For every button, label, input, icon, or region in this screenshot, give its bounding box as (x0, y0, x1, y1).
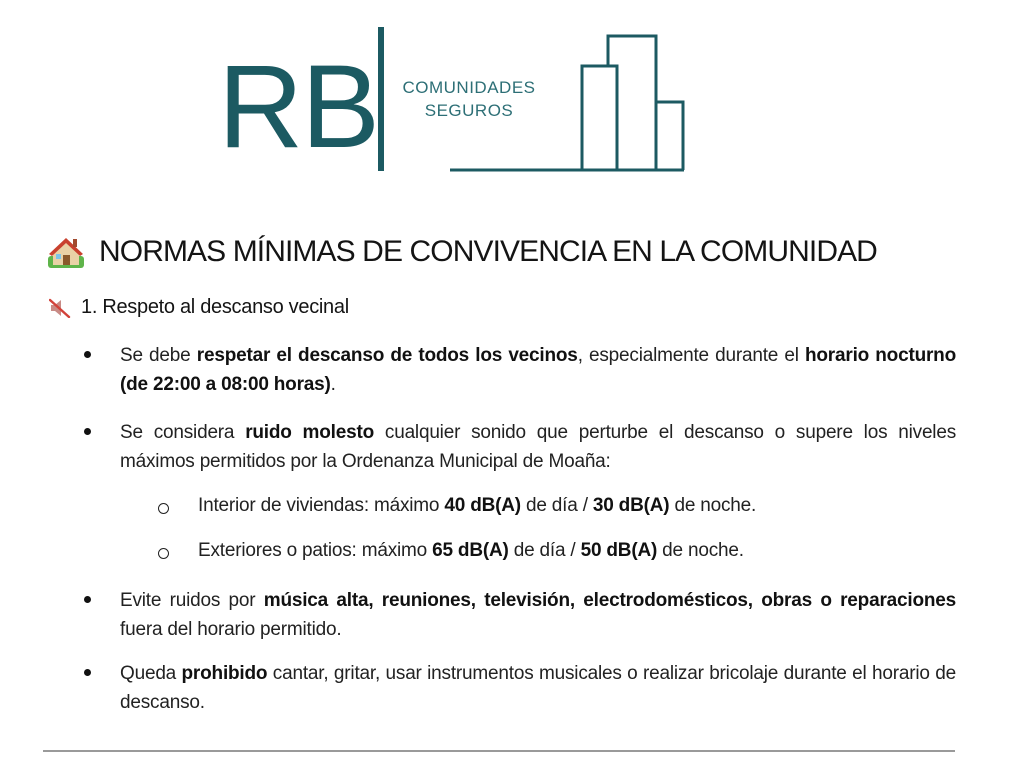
page-title: NORMAS MÍNIMAS DE CONVIVENCIA EN LA COMUNIDAD (99, 235, 877, 268)
logo-subtitle-line2: SEGUROS (424, 101, 514, 120)
buildings-graphic (0, 0, 1024, 200)
bold-text: 40 dB(A) (444, 495, 521, 516)
logo-letters: RB (218, 41, 378, 173)
bold-text: 65 dB(A) (432, 540, 509, 561)
bullet-marker (84, 428, 94, 438)
list-item: Se considera ruido molesto cualquier sonido que perturbe el descanso o supere los niveles máximos permitidos por la Ordenanza Municipal de Moaña: (120, 422, 956, 472)
sub-list-item: Exteriores o patios: máximo 65 dB(A) de día / 50 dB(A) de noche. (198, 540, 744, 561)
bold-text: prohibido (181, 663, 268, 684)
sub-bullet-marker (158, 548, 169, 559)
section-heading: 1. Respeto al descanso vecinal (81, 296, 349, 318)
list-item: Se debe respetar el descanso de todos los vecinos, especialmente durante el horario nocturno (de 22:00 a 08:00 horas). (120, 345, 956, 395)
sub-bullet-marker (158, 503, 169, 514)
section-heading-row (49, 296, 349, 319)
bullet-marker (84, 596, 94, 606)
company-logo (0, 0, 1024, 200)
house-icon (46, 232, 86, 272)
bold-text: horario nocturno (de 22:00 a 08:00 horas) (120, 345, 956, 395)
logo-subtitle-line1: COMUNIDADES (402, 78, 536, 97)
bold-text: 30 dB(A) (592, 495, 670, 516)
bold-text: 50 dB(A) (580, 540, 658, 561)
bullet-marker (84, 669, 94, 679)
horizontal-rule (43, 750, 955, 752)
bold-text: respetar el descanso de todos los vecinos (196, 345, 578, 366)
list-item: Queda prohibido cantar, gritar, usar instrumentos musicales o realizar bricolaje durante el horario de descanso. (120, 663, 956, 713)
muted-speaker-icon (49, 298, 71, 318)
bold-text: ruido molesto (245, 422, 375, 443)
bullet-marker (84, 351, 94, 361)
sub-list-item: Interior de viviendas: máximo 40 dB(A) de día / 30 dB(A) de noche. (198, 495, 757, 516)
title-row (46, 228, 877, 276)
bold-text: música alta, reuniones, televisión, electrodomésticos, obras o reparaciones (263, 590, 956, 611)
list-item: Evite ruidos por música alta, reuniones, televisión, electrodomésticos, obras o reparaciones fuera del horario permitido. (120, 590, 956, 640)
